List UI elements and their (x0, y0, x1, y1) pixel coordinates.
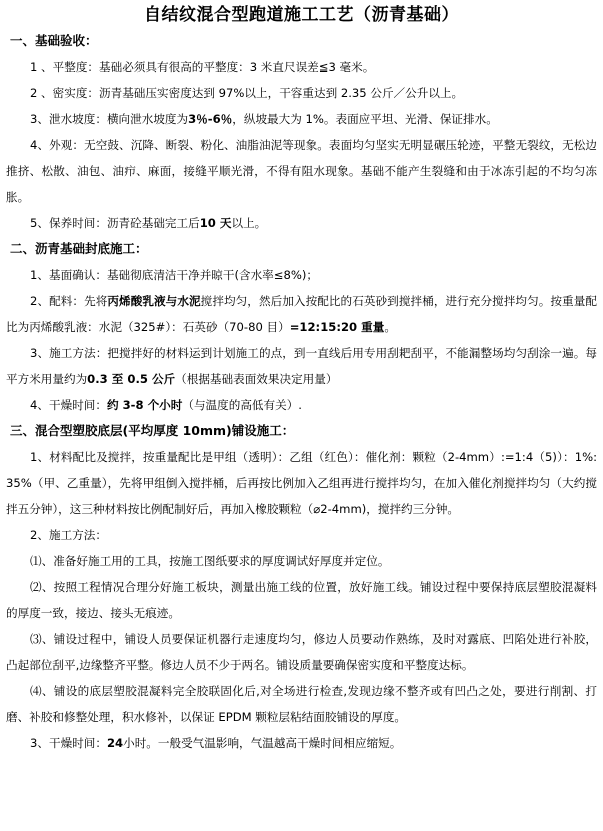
emphasis-materials: 丙烯酸乳液与水泥 (107, 294, 201, 308)
emphasis-dosage: 0.3 至 0.5 公斤 (87, 372, 176, 386)
paragraph-appearance: 4、外观：无空鼓、沉降、断裂、粉化、油脂油泥等现象。表面均匀坚实无明显碾压轮迹，平整无裂纹，无松边推挤、松散、油包、油疖、麻面，接缝平顺光滑，不得有阻水现象。基础不能产生裂缝和由于冰冻引起的不均匀冻胀。 (6, 138, 597, 204)
section-heading-hybrid-rubber-base: 三、混合型塑胶底层(平均厚度 10mm)铺设施工： (10, 423, 295, 438)
emphasis-24-hours: 24 (106, 736, 124, 750)
emphasis-curing-days: 10 天 (199, 216, 232, 230)
paragraph-surface-confirmation: 1、基面确认：基础彻底清洁干净并晾干(含水率≤8%)； (30, 268, 318, 282)
paragraph-step-1: ⑴、准备好施工用的工具，按施工图纸要求的厚度调试好厚度并定位。 (30, 554, 390, 568)
paragraph-curing-time: 5、保养时间：沥青砼基础完工后10 天以上。 (30, 216, 267, 230)
emphasis-drying-hours: 约 3-8 个小时 (106, 398, 183, 412)
emphasis-slope-value: 3％-6％ (188, 112, 233, 126)
document-title: 自结纹混合型跑道施工工艺（沥青基础） (144, 5, 459, 25)
paragraph-construction-method: 3、施工方法：把搅拌好的材料运到计划施工的点，到一直线后用专用刮耙刮平，不能漏整场均匀刮涂一遍。每平方米用量约为0.3 至 0.5 公斤（根据基础表面效果决定用量） (6, 346, 597, 386)
emphasis-ratio: =12:15:20 重量 (289, 320, 385, 334)
section-heading-foundation-acceptance: 一、基础验收： (10, 33, 98, 48)
paragraph-step-4: ⑷、铺设的底层塑胶混凝料完全胶联固化后,对全场进行检查,发现边缘不整齐或有凹凸之处，要进行削割、打磨、补胶和修整处理，积水修补，以保证 EPDM 颗粒层粘结面胶铺设的厚度。 (6, 684, 597, 724)
paragraph-drainage-slope: 3、泄水坡度：横向泄水坡度为3％-6％，纵坡最大为 1%。表面应平坦、光滑、保证排水。 (30, 112, 498, 126)
paragraph-flatness: 1 、平整度：基础必须具有很高的平整度：3 米直尺误差≦3 毫米。 (30, 60, 375, 74)
paragraph-final-drying-time: 3、干燥时间：24小时。一般受气温影响，气温越高干燥时间相应缩短。 (30, 736, 402, 750)
paragraph-material-ratio: 1、材料配比及搅拌，按重量配比是甲组（透明）：乙组（红色）：催化剂：颗粒（2-4mm）:=1:4（5)）：1%:35%（甲、乙重量），先将甲组倒入搅拌桶，后再按比例加入乙组再进行搅拌均匀，在加入催化剂搅拌均匀（大约搅拌五分钟），这三种材料按比例配制好后，再加入橡胶颗粒（⌀2-4mm)，搅拌约三分钟。 (6, 450, 597, 516)
paragraph-compactness: 2 、密实度：沥青基础压实密度达到 97%以上，干容重达到 2.35 公斤／公升以上。 (30, 86, 464, 100)
paragraph-method-heading: 2、施工方法： (30, 528, 107, 542)
paragraph-mixing: 2、配料：先将丙烯酸乳液与水泥搅拌均匀，然后加入按配比的石英砂到搅拌桶，进行充分搅拌均匀。按重量配比为丙烯酸乳液：水泥（325#）：石英砂（70-80 目）=12:15:20 重量。 (6, 294, 597, 334)
section-heading-asphalt-sealing: 二、沥青基础封底施工： (10, 241, 148, 256)
paragraph-step-3: ⑶、铺设过程中，铺设人员要保证机器行走速度均匀，修边人员要动作熟练，及时对露底、凹陷处进行补胶，凸起部位刮平,边缘整齐平整。修边人员不少于两名。铺设质量要确保密实度和平整度达标。 (6, 632, 597, 672)
paragraph-drying-time: 4、干燥时间：约 3-8 个小时（与温度的高低有关）. (30, 398, 302, 412)
paragraph-step-2: ⑵、按照工程情况合理分好施工板块，测量出施工线的位置，放好施工线。铺设过程中要保持底层塑胶混凝料的厚度一致，接边、接头无痕迹。 (6, 580, 597, 620)
